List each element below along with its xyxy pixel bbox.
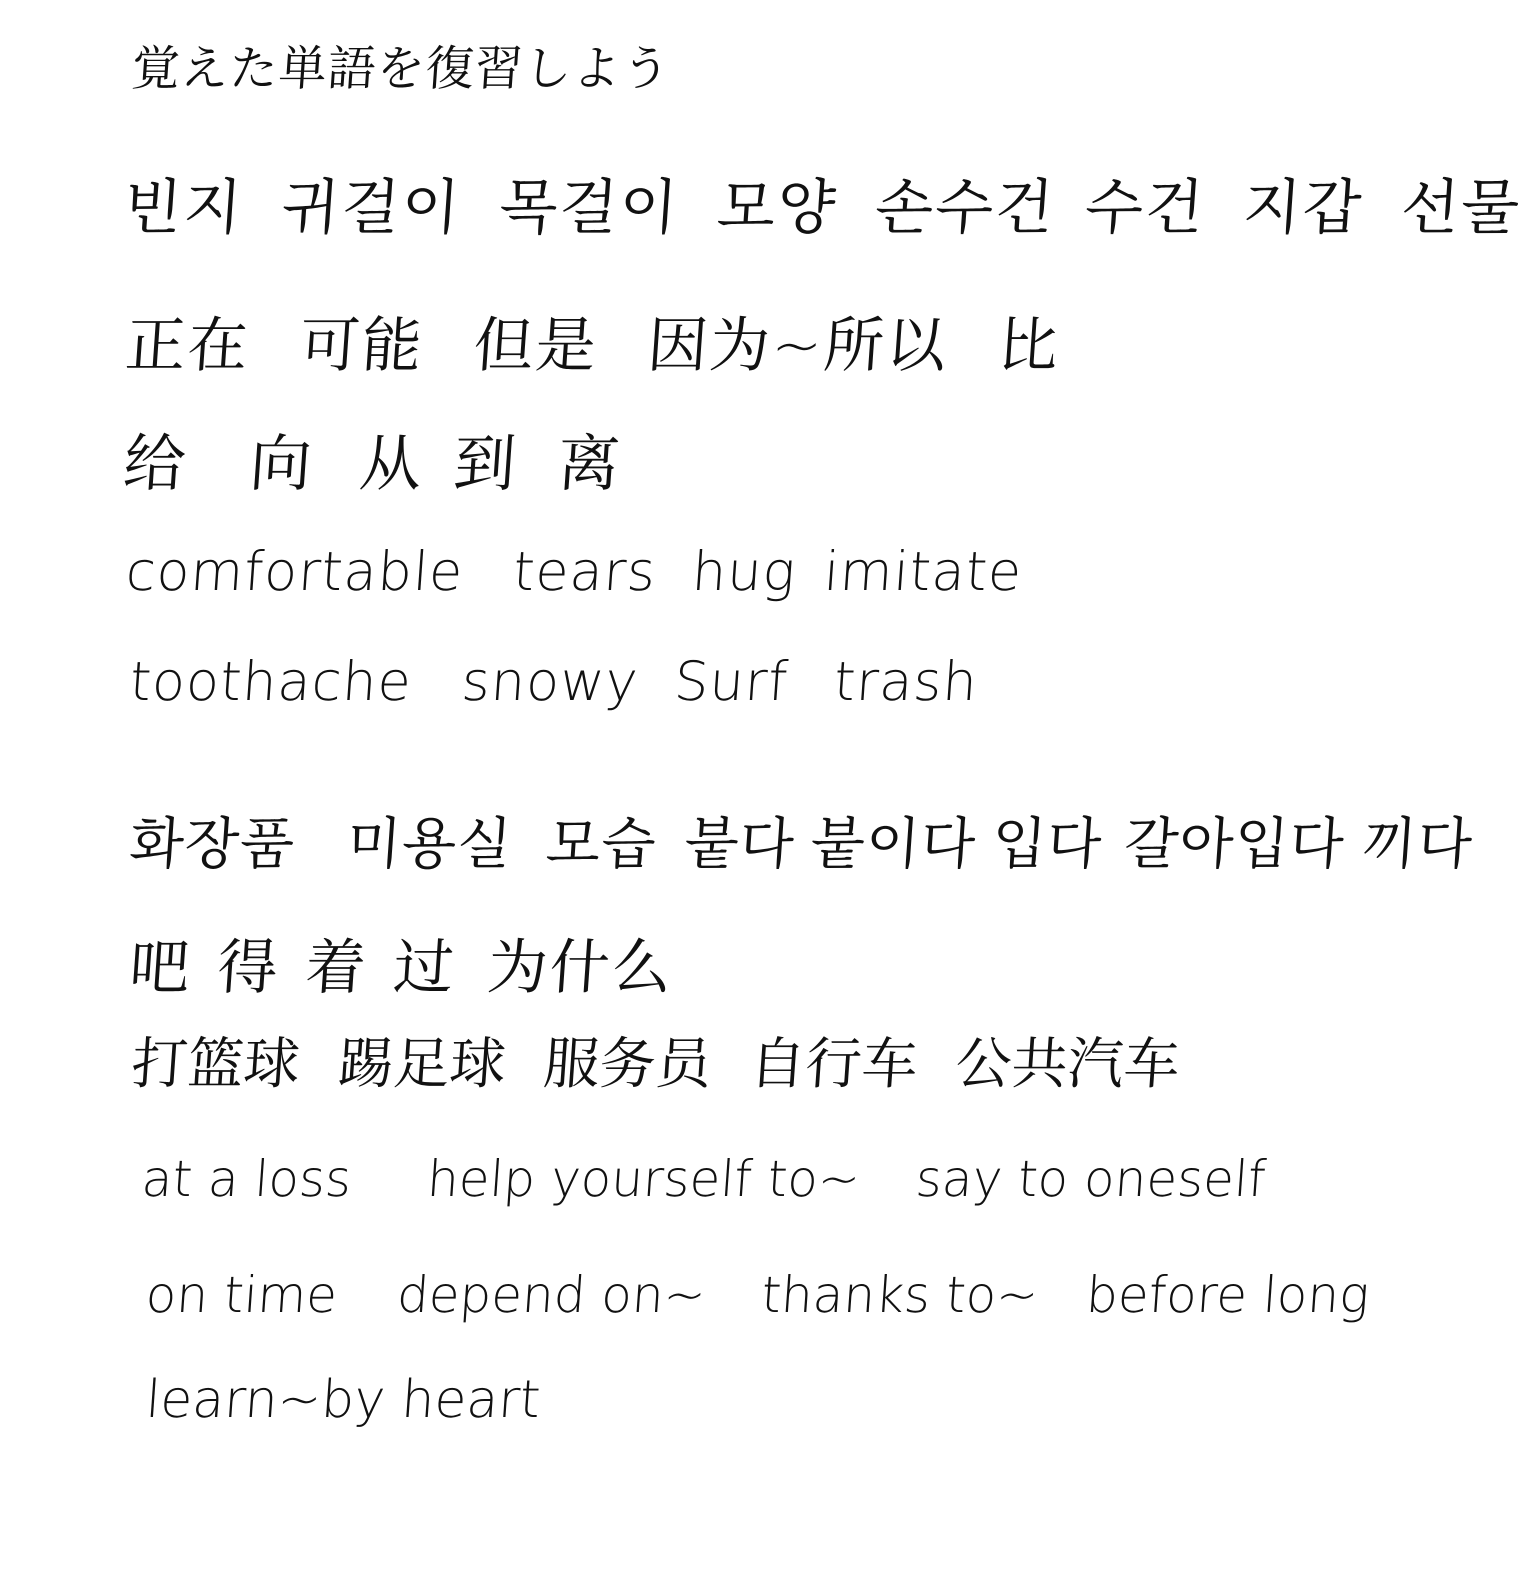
vocab-word: comfortable [123,540,466,603]
vocab-line-english-5 [144,1370,542,1430]
vocab-word: 빈지 [121,173,247,243]
vocab-word: 지갑 [1240,173,1366,243]
vocab-line-chinese-1 [123,298,1063,384]
vocab-word: 붙다 [682,812,797,877]
vocab-word: 服务员 [541,1032,714,1097]
vocab-word: trash [831,650,981,713]
vocab-word: 得 [215,933,283,1003]
vocab-line-english-2 [128,650,980,713]
vocab-word: 但是 [471,311,601,381]
vocab-word: 화장품 [127,812,298,877]
vocab-word: 갈아입다 [1121,812,1347,877]
vocab-word: 수건 [1082,173,1208,243]
vocab-word: 因为~所以 [645,311,951,381]
vocab-word: imitate [821,540,1025,603]
vocab-word: snowy [459,650,641,713]
vocab-word: 公共汽车 [953,1032,1182,1097]
vocab-word: 着 [303,933,371,1003]
vocab-word: 모양 [714,173,840,243]
vocab-word: 귀걸이 [279,173,464,243]
vocab-line-chinese-2 [121,414,625,503]
vocab-word: 比 [995,311,1063,381]
vocab-word: 붙이다 [808,812,979,877]
vocab-word: 自行车 [747,1032,920,1097]
vocab-word: tears [511,540,659,603]
vocab-line-chinese-3 [127,920,677,1006]
vocab-line-english-3 [140,1150,1268,1208]
vocab-word: 손수건 [872,173,1058,243]
vocab-word: Surf [672,650,791,713]
vocab-word: 입다 [989,812,1105,877]
vocab-line-english-4 [144,1266,1371,1324]
vocab-word: 为什么 [485,933,677,1003]
vocab-word: 선물 [1398,173,1524,243]
vocab-word: at a loss [139,1150,354,1208]
vocab-word: 从 [357,427,427,500]
vocab-word: 向 [247,427,317,500]
vocab-word: 미용실 [344,812,515,877]
vocab-word: 到 [451,427,521,500]
vocab-word: 可能 [297,311,427,381]
vocab-word: hug [689,540,799,603]
vocab-word: 吧 [127,933,195,1003]
vocab-line-korean-1 [121,160,1524,246]
vocab-word: learn~by heart [143,1370,543,1430]
vocab-line-chinese-4 [129,1020,1183,1100]
vocab-line-english-1 [124,540,1025,603]
vocab-word: depend on~ [395,1266,708,1324]
vocab-word: 踢足球 [335,1032,508,1097]
vocab-word: 正在 [123,311,253,381]
vocab-line-korean-2 [127,800,1476,880]
vocab-word: 给 [121,427,191,500]
vocab-word: on time [143,1266,340,1324]
vocab-word: before long [1084,1266,1372,1324]
vocab-word: 打篮球 [129,1032,302,1097]
vocab-word: toothache [127,650,415,713]
vocab-word: 过 [391,933,459,1003]
vocab-word: 목걸이 [497,173,682,243]
page-heading: 覚えた単語を復習しよう [129,41,673,97]
vocab-word: help yourself to~ [425,1150,862,1208]
vocab-word: 离 [555,427,625,500]
vocab-word: 끼다 [1360,812,1476,877]
vocab-word: 모습 [544,812,659,877]
vocab-word: thanks to~ [759,1266,1041,1324]
vocab-word: say to oneself [913,1150,1268,1208]
